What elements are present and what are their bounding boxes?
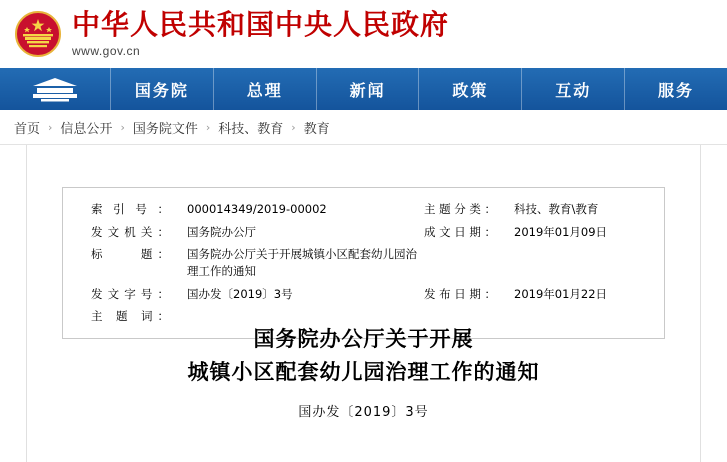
meta-label-title: 标 题：: [91, 247, 169, 262]
breadcrumb-item-science-education[interactable]: 科技、教育: [218, 121, 284, 137]
table-row: [63, 283, 664, 306]
meta-value-document-number: 国办发〔2019〕3号: [187, 286, 293, 301]
breadcrumb-item-info-disclosure[interactable]: 信息公开: [60, 121, 113, 137]
nav-item-hudong[interactable]: 互动: [521, 68, 624, 110]
breadcrumb-separator-icon: ›: [48, 120, 53, 134]
page-title: [62, 323, 665, 388]
table-row: [63, 243, 664, 282]
meta-value-blank-1: [502, 243, 664, 282]
nav-item-zhengce[interactable]: 政策: [418, 68, 521, 110]
breadcrumb: [0, 110, 727, 145]
nav-item-fuwu[interactable]: 服务: [624, 68, 727, 110]
meta-value-index-number: 000014349/2019-00002: [187, 202, 327, 216]
meta-value-issuing-agency: 国务院办公厅: [187, 224, 256, 239]
breadcrumb-item-home[interactable]: 首页: [14, 121, 41, 137]
meta-label-subject-category: 主题分类：: [424, 202, 496, 216]
meta-value-subject-category: 科技、教育\教育: [514, 202, 599, 216]
site-title: 中华人民共和国中央人民政府: [72, 8, 450, 42]
nav-item-zongli[interactable]: 总理: [213, 68, 316, 110]
meta-label-publish-date: 发布日期：: [424, 286, 496, 301]
site-domain: www.gov.cn: [72, 43, 141, 58]
home-logo-icon[interactable]: [0, 68, 110, 110]
meta-label-issuing-agency: 发文机关：: [91, 224, 169, 239]
document-metadata-box: [62, 187, 665, 339]
breadcrumb-separator-icon: ›: [291, 120, 296, 134]
meta-label-date-written: 成文日期：: [424, 224, 496, 239]
page-title-line-1: 国务院办公厅关于开展: [253, 327, 474, 351]
national-emblem-icon: [14, 10, 62, 58]
nav-item-xinwen[interactable]: 新闻: [316, 68, 419, 110]
breadcrumb-item-education[interactable]: 教育: [303, 121, 330, 137]
meta-value-title: 国务院办公厅关于开展城镇小区配套幼儿园治理工作的通知: [187, 247, 417, 279]
document-number: 国办发〔2019〕3号: [298, 405, 429, 420]
table-row: [63, 221, 664, 244]
site-header: [0, 0, 727, 68]
nav-item-guowuyuan[interactable]: 国务院: [110, 68, 213, 110]
breadcrumb-separator-icon: ›: [120, 120, 125, 134]
meta-value-publish-date: 2019年01月22日: [514, 286, 608, 301]
page-title-line-2: 城镇小区配套幼儿园治理工作的通知: [187, 359, 540, 384]
content-area: [0, 145, 727, 462]
table-row: [63, 198, 664, 221]
site-title-block: [72, 10, 449, 58]
meta-label-keywords: 主 题 词：: [91, 309, 169, 324]
meta-label-document-number: 发文字号：: [91, 286, 169, 301]
breadcrumb-item-state-council-docs[interactable]: 国务院文件: [132, 121, 198, 137]
meta-label-blank-1: [424, 243, 502, 282]
meta-value-date-written: 2019年01月09日: [514, 224, 608, 239]
metadata-table: [63, 198, 664, 328]
meta-label-index-number: 索引号：: [91, 202, 169, 216]
main-navigation: [0, 68, 727, 110]
breadcrumb-separator-icon: ›: [205, 120, 211, 134]
nav-item-list: [110, 68, 727, 110]
